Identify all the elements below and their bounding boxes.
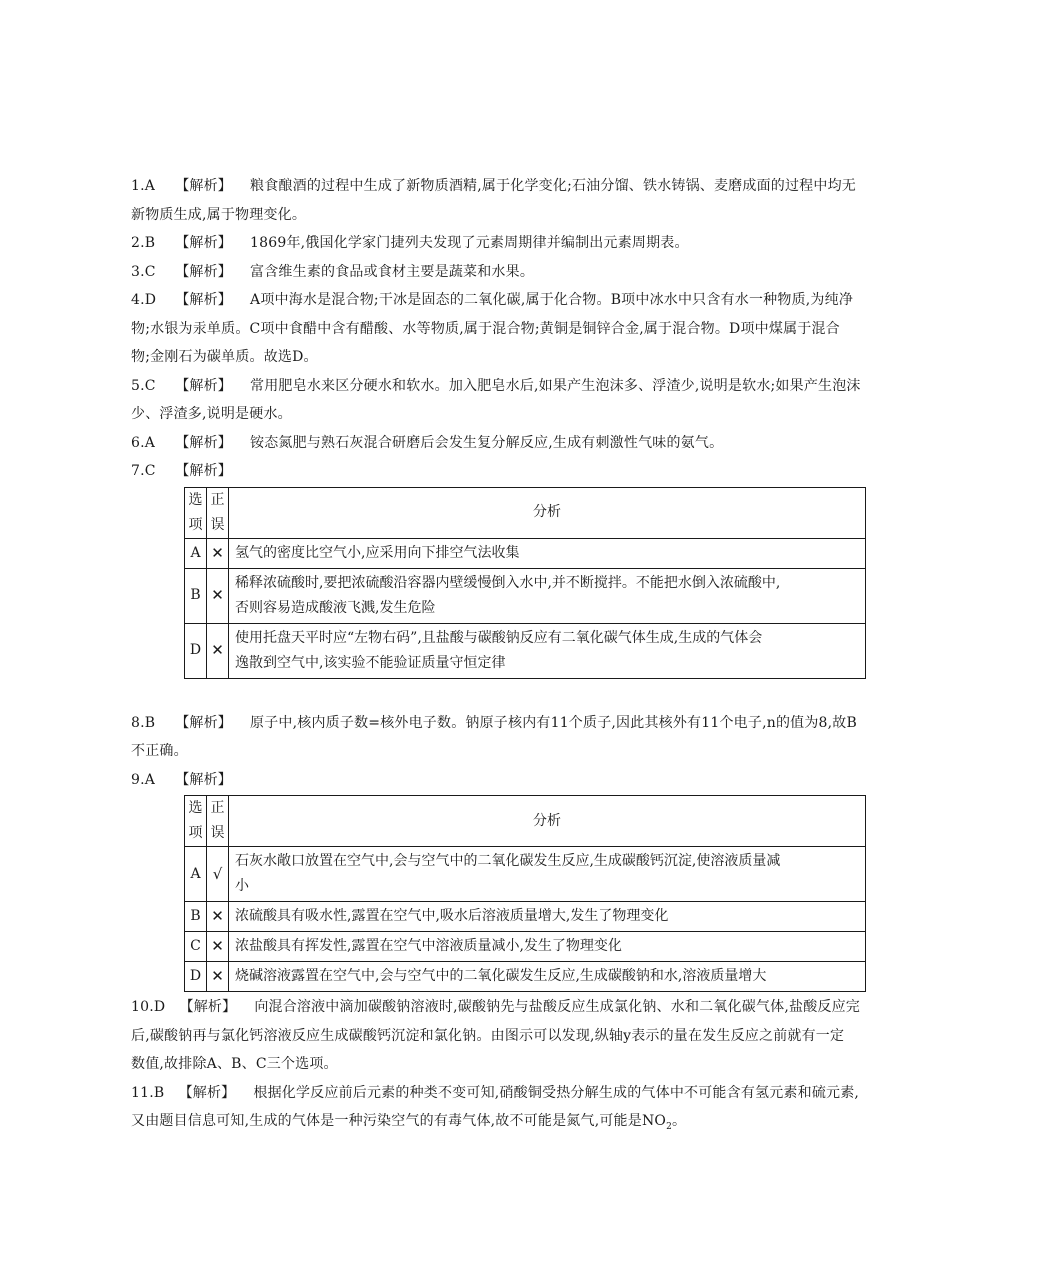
option-cell: C [185,932,207,962]
answer-item-1 [131,172,921,229]
item-number: 9.A [131,771,156,788]
item-text: 1869年,俄国化学家门捷列夫发现了元素周期律并编制出元素周期表。 [250,235,689,251]
item-number: 11.B [131,1084,165,1101]
answer-item-5 [131,372,921,429]
header-analysis: 分析 [229,796,866,847]
analysis-cell: 浓盐酸具有挥发性,露置在空气中溶液质量减小,发生了物理变化 [229,932,866,962]
item-text: 根据化学反应前后元素的种类不变可知,硝酸铜受热分解生成的气体中不可能含有氢元素和硫元素, [253,1084,860,1101]
analysis-table-7 [184,487,866,679]
item-text: 原子中,核内质子数=核外电子数。钠原子核内有11个质子,因此其核外有11个电子,n的值为8,故B [250,714,857,731]
item-number: 1.A [131,178,156,194]
analysis-tag: 【解析】 [175,235,233,251]
cross-mark-icon: ✕ [207,623,229,678]
item-number: 4.D [131,292,157,308]
item-text: A项中海水是混合物;干冰是固态的二氧化碳,属于化合物。B项中冰水中只含有水一种物质,为纯净 [250,292,854,308]
analysis-cell: 烧碱溶液露置在空气中,会与空气中的二氧化碳发生反应,生成碳酸钠和水,溶液质量增大 [229,962,866,992]
item-text: 新物质生成,属于物理变化。 [131,206,307,223]
answer-item-8 [131,709,921,766]
analysis-cell: 石灰水敞口放置在空气中,会与空气中的二氧化碳发生反应,生成碳酸钙沉淀,使溶液质量减 小 [229,847,866,902]
answer-item-2 [131,229,921,258]
table-row [185,932,866,962]
item-number: 2.B [131,235,156,251]
cross-mark-icon: ✕ [207,962,229,992]
item-text: 物;金刚石为碳单质。故选D。 [131,349,318,365]
header-option: 选 项 [185,796,207,847]
item-text: 不正确。 [131,743,188,759]
answer-item-3 [131,258,921,287]
item-text: 向混合溶液中滴加碳酸钠溶液时,碳酸钠先与盐酸反应生成氯化钠、水和二氧化碳气体,盐酸反应完 [254,999,861,1015]
item-text: 后,碳酸钠再与氯化钙溶液反应生成碳酸钙沉淀和氯化钠。由图示可以发现,纵轴y表示的量在发生反应之前就有一定 [131,1027,845,1044]
cross-mark-icon: ✕ [207,902,229,932]
analysis-tag: 【解析】 [175,377,233,394]
item-text: 物;水银为汞单质。C项中食醋中含有醋酸、水等物质,属于混合物;黄铜是铜锌合金,属于混合物。D项中煤属于混合 [131,320,840,337]
item-text: 又由题目信息可知,生成的气体是一种污染空气的有毒气体,故不可能是氮气,可能是NO [131,1113,667,1129]
item-text: 常用肥皂水来区分硬水和软水。加入肥皂水后,如果产生泡沫多、浮渣少,说明是软水;如果产生泡沫 [250,377,861,394]
analysis-tag: 【解析】 [175,714,233,731]
analysis-cell: 稀释浓硫酸时,要把浓硫酸沿容器内壁缓慢倒入水中,并不断搅拌。不能把水倒入浓硫酸中, 否则容易造成酸液飞溅,发生危险 [229,568,866,623]
cross-mark-icon: ✕ [207,932,229,962]
header-correct: 正 误 [207,796,229,847]
table-row [185,962,866,992]
answer-item-9 [131,766,921,993]
answer-item-6 [131,429,921,458]
item-text: 粮食酿酒的过程中生成了新物质酒精,属于化学变化;石油分馏、铁水铸锅、麦磨成面的过程中均无 [250,178,856,194]
analysis-tag: 【解析】 [179,999,237,1015]
table-row [185,847,866,902]
analysis-tag: 【解析】 [175,292,233,308]
analysis-tag: 【解析】 [178,1084,236,1101]
item-number: 3.C [131,263,156,280]
analysis-tag: 【解析】 [175,263,233,280]
item-number: 10.D [131,999,166,1015]
analysis-cell: 使用托盘天平时应“左物右码”,且盐酸与碳酸钠反应有二氧化碳气体生成,生成的气体会 逸散到空气中,该实验不能验证质量守恒定律 [229,623,866,678]
analysis-table-9 [184,795,866,992]
item-text: 富含维生素的食品或食材主要是蔬菜和水果。 [250,263,535,280]
answer-item-11 [131,1079,921,1142]
item-text: 。 [672,1113,687,1129]
option-cell: D [185,623,207,678]
header-option: 选 项 [185,487,207,538]
table-row [185,568,866,623]
analysis-cell: 氢气的密度比空气小,应采用向下排空气法收集 [229,538,866,568]
analysis-cell: 浓硫酸具有吸水性,露置在空气中,吸水后溶液质量增大,发生了物理变化 [229,902,866,932]
answer-page [131,172,921,1141]
answer-item-10 [131,993,921,1079]
analysis-tag: 【解析】 [175,434,233,451]
item-text: 数值,故排除A、B、C三个选项。 [131,1056,338,1072]
analysis-tag: 【解析】 [175,178,233,194]
subscript-2: 2 [666,1121,673,1132]
answer-item-7 [131,457,921,679]
answer-item-4 [131,286,921,372]
table-row [185,902,866,932]
option-cell: D [185,962,207,992]
table-header-row [185,487,866,538]
option-cell: B [185,902,207,932]
item-number: 5.C [131,377,156,394]
header-analysis: 分析 [229,487,866,538]
option-cell: A [185,538,207,568]
analysis-tag: 【解析】 [175,771,233,788]
cross-mark-icon: ✕ [207,538,229,568]
option-cell: A [185,847,207,902]
option-cell: B [185,568,207,623]
header-correct: 正 误 [207,487,229,538]
item-number: 8.B [131,714,156,731]
table-header-row [185,796,866,847]
table-row [185,623,866,678]
item-text: 少、浮渣多,说明是硬水。 [131,406,292,422]
check-mark-icon: √ [207,847,229,902]
analysis-tag: 【解析】 [175,463,233,479]
item-number: 6.A [131,434,156,451]
table-row [185,538,866,568]
item-number: 7.C [131,463,156,479]
cross-mark-icon: ✕ [207,568,229,623]
item-text: 铵态氮肥与熟石灰混合研磨后会发生复分解反应,生成有刺激性气味的氨气。 [250,434,724,451]
